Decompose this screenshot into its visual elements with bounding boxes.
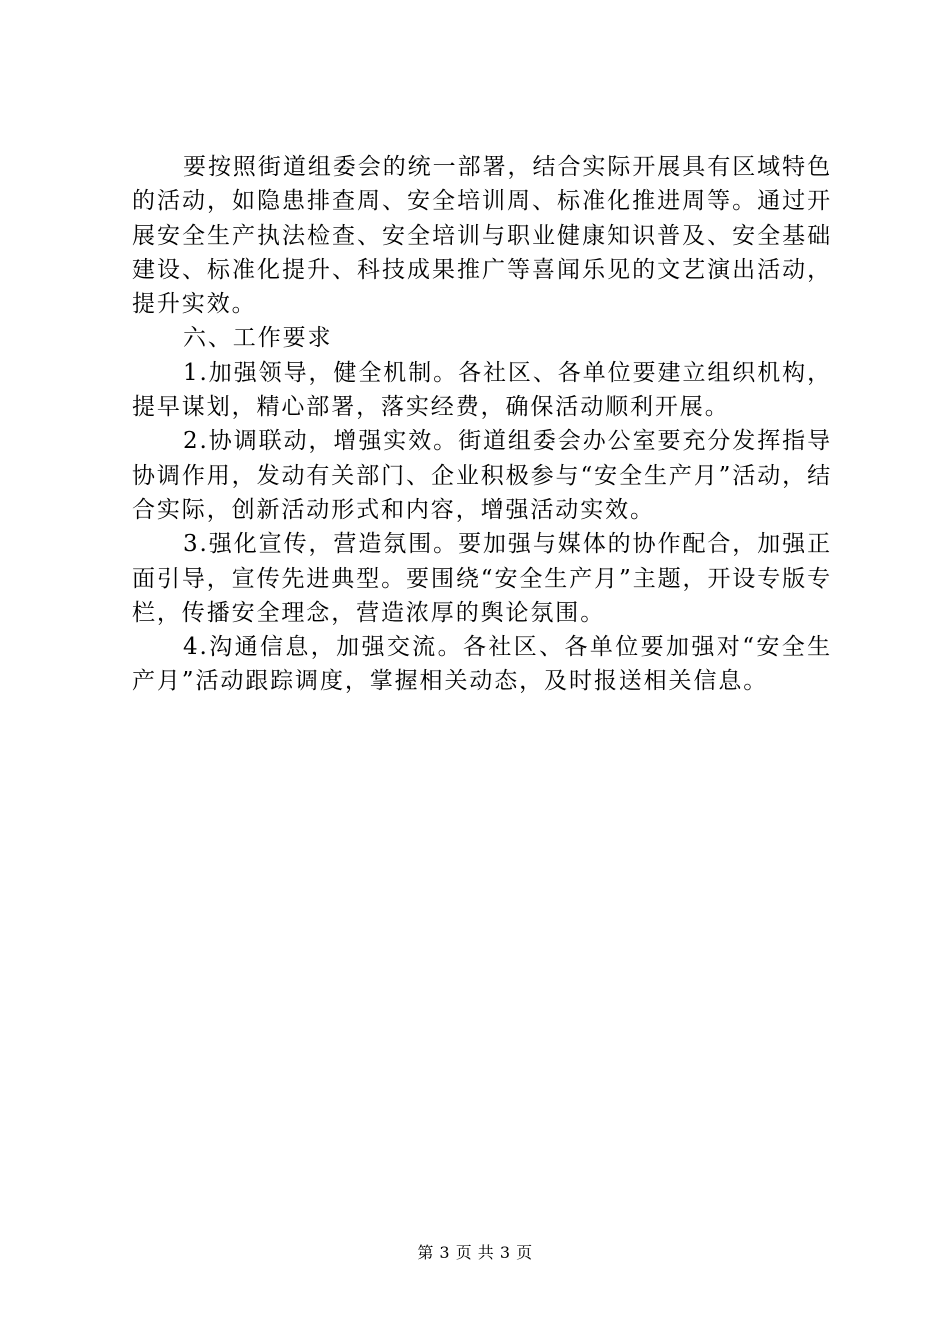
paragraph-activities: 要按照街道组委会的统一部署，结合实际开展具有区域特色的活动，如隐患排查周、安全培训周、标准化推进周等。通过开展安全生产执法检查、安全培训与职业健康知识普及、安全基础建设、标准化提升、科技成果推广等喜闻乐见的文艺演出活动，提升实效。 [132,154,832,318]
paragraph-requirement-2: 2.协调联动，增强实效。街道组委会办公室要充分发挥指导协调作用，发动有关部门、企业积极参与“安全生产月”活动，结合实际，创新活动形式和内容，增强活动实效。 [132,428,832,523]
page-number-footer: 第 3 页 共 3 页 [417,1243,533,1262]
paragraph-requirement-1: 1.加强领导，健全机制。各社区、各单位要建立组织机构，提早谋划，精心部署，落实经费，确保活动顺利开展。 [132,359,832,421]
document-body [132,150,832,699]
paragraph-requirement-3: 3.强化宣传，营造氛围。要加强与媒体的协作配合，加强正面引导，宣传先进典型。要围绕“安全生产月”主题，开设专版专栏，传播安全理念，营造浓厚的舆论氛围。 [132,531,832,626]
section-heading-work-requirements: 六、工作要求 [183,325,333,352]
paragraph-requirement-4: 4.沟通信息，加强交流。各社区、各单位要加强对“安全生产月”活动跟踪调度，掌握相关动态，及时报送相关信息。 [132,634,832,695]
